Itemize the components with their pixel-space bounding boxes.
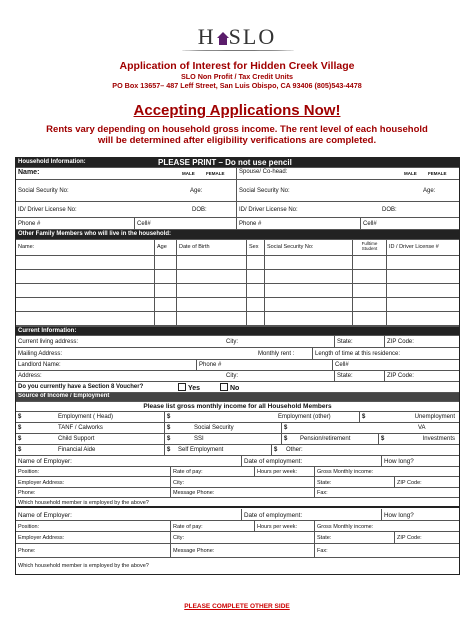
col-age: Age	[154, 240, 176, 255]
income-pension[interactable]: Pension/retirement	[300, 436, 351, 442]
col-dob: Date of Birth	[176, 240, 246, 255]
income-section-title: Source of Income / Employment	[18, 393, 110, 399]
family-section-title: Other Family Members who will live in the household:	[18, 231, 172, 237]
employer-phone-row	[16, 488, 459, 498]
income-unemployment[interactable]: Unemployment	[414, 414, 455, 420]
spouse-phone-field[interactable]: Phone #	[236, 218, 360, 229]
income-row: $ Financial Aide $ Self Employment $ Other:	[16, 445, 459, 456]
how-long-field[interactable]: How long?	[381, 509, 459, 520]
income-ssi[interactable]: SSI	[194, 436, 204, 442]
employer-phone-row	[16, 544, 459, 558]
logo-swoosh	[182, 50, 294, 52]
logo	[0, 24, 474, 52]
how-long-field[interactable]: How long?	[381, 456, 459, 466]
license-field[interactable]: ID/ Driver License No:	[18, 207, 77, 213]
income-self-employment[interactable]: Self Employment	[178, 447, 224, 453]
employer-address-field[interactable]: Employer Address:	[18, 480, 65, 486]
rate-of-pay-field[interactable]: Rate of pay:	[170, 467, 254, 476]
landlord-zip-field[interactable]: ZIP Code:	[384, 371, 459, 381]
current-address-field[interactable]: Current living address:	[18, 339, 79, 345]
employer-name-field[interactable]: Name of Employer:	[18, 458, 72, 465]
which-member-field[interactable]: Which household member is employed by the above?	[18, 500, 149, 506]
landlord-phone-field[interactable]: Phone #	[196, 360, 332, 370]
employer-city-field[interactable]: City:	[170, 477, 254, 487]
employer-state-field[interactable]: State:	[314, 477, 394, 487]
position-row	[16, 467, 459, 477]
employer-address-field[interactable]: Employer Address:	[18, 535, 65, 541]
family-row[interactable]	[16, 256, 459, 270]
footer-note: PLEASE COMPLETE OTHER SIDE	[184, 603, 290, 610]
household-section-header	[16, 158, 459, 168]
position-field[interactable]: Position:	[18, 524, 40, 530]
message-phone-field[interactable]: Message Phone:	[170, 544, 314, 557]
col-ssn: Social Security No:	[264, 240, 352, 255]
no-checkbox[interactable]	[220, 383, 228, 391]
phone-row	[16, 218, 459, 230]
message-phone-field[interactable]: Message Phone:	[170, 488, 314, 497]
mailing-address-field[interactable]: Mailing Address:	[18, 351, 63, 357]
which-member-row	[16, 498, 459, 508]
logo-text-left: H	[197, 24, 216, 49]
fax-field[interactable]: Fax:	[314, 488, 459, 497]
which-member-row	[16, 558, 459, 574]
landlord-address-row	[16, 371, 459, 382]
family-table-header	[16, 240, 459, 256]
income-social-security[interactable]: Social Security	[194, 425, 234, 431]
income-employment-other[interactable]: Employment (other)	[278, 414, 331, 420]
current-section-header	[16, 326, 459, 336]
landlord-city-field[interactable]: City:	[226, 373, 238, 379]
which-member-field[interactable]: Which household member is employed by the above?	[18, 563, 149, 569]
female-option[interactable]: FEMALE	[206, 171, 225, 176]
income-va[interactable]: VA	[418, 425, 426, 431]
employer-name-field[interactable]: Name of Employer:	[18, 512, 72, 519]
spouse-dob-field[interactable]: DOB:	[382, 207, 397, 213]
income-row: $ Child Support $ SSI $ Pension/retirement $ Investments	[16, 434, 459, 445]
income-row: $ Employment ( Head) $ Employment (other) $ Unemployment	[16, 412, 459, 423]
income-other[interactable]: Other:	[286, 447, 303, 453]
ssn-field[interactable]: Social Security No:	[18, 188, 69, 194]
application-form	[15, 157, 460, 575]
current-address-row	[16, 336, 459, 348]
spouse-ssn-field[interactable]: Social Security No:	[236, 180, 421, 201]
income-section-header	[16, 393, 459, 402]
form-address: PO Box 13657– 487 Leff Street, San Luis Obispo, CA 93406 (805)543-4478	[112, 81, 362, 90]
employer-phone-field[interactable]: Phone:	[18, 490, 36, 496]
spouse-cell-field[interactable]: Cell#	[360, 218, 459, 229]
family-row[interactable]	[16, 284, 459, 298]
family-row[interactable]	[16, 298, 459, 312]
income-instruction-row	[16, 402, 459, 412]
income-tanf[interactable]: TANF / Calworks	[58, 425, 103, 431]
current-state-field[interactable]: State:	[334, 336, 384, 347]
form-title: Application of Interest for Hidden Creek Village	[119, 60, 355, 72]
hours-per-week-field[interactable]: Hours per week:	[254, 521, 314, 531]
current-city-field[interactable]: City:	[226, 339, 238, 345]
employer-zip-field[interactable]: ZIP Code:	[394, 477, 459, 487]
house-icon	[217, 32, 228, 45]
yes-checkbox[interactable]	[178, 383, 186, 391]
position-row	[16, 521, 459, 532]
income-employment-head[interactable]: Employment ( Head)	[58, 414, 114, 420]
print-note: PLEASE PRINT – Do not use pencil	[158, 158, 292, 167]
employer-name-row	[16, 509, 459, 521]
employer-name-row	[16, 456, 459, 467]
cell-field[interactable]: Cell#	[134, 218, 236, 229]
employer-state-field[interactable]: State:	[314, 532, 394, 543]
voucher-no[interactable]: No	[218, 382, 248, 392]
col-sex: Sex	[246, 240, 264, 255]
landlord-state-field[interactable]: State:	[334, 371, 384, 381]
male-option[interactable]: MALE	[182, 171, 195, 176]
voucher-yes[interactable]: Yes	[176, 382, 206, 392]
phone-field[interactable]: Phone #	[18, 221, 41, 227]
family-row[interactable]	[16, 270, 459, 284]
spouse-age-field[interactable]: Age:	[423, 188, 436, 194]
employment-date-field[interactable]: Date of employment:	[241, 456, 381, 466]
form-subtitle: SLO Non Profit / Tax Credit Units	[180, 72, 294, 81]
gross-income-field[interactable]: Gross Monthly income:	[314, 521, 459, 531]
employer-zip-field[interactable]: ZIP Code:	[394, 532, 459, 543]
landlord-address-field[interactable]: Address:	[18, 373, 42, 379]
family-row[interactable]	[16, 312, 459, 326]
employer-address-row	[16, 532, 459, 544]
spouse-field[interactable]: Spouse/ Co-head:	[236, 168, 396, 179]
income-financial-aide[interactable]: Financial Aide	[58, 447, 96, 453]
name-field[interactable]: Name:	[18, 169, 40, 176]
rent-notice: Rents vary depending on household gross income. The rent level of each household will be determined after eligibility verifications are completed.	[46, 124, 428, 146]
employer-phone-field[interactable]: Phone:	[18, 548, 36, 554]
income-row: $ TANF / Calworks $ Social Security $ VA	[16, 423, 459, 434]
gross-income-field[interactable]: Gross Monthly income:	[314, 467, 459, 476]
spouse-license-field[interactable]: ID/ Driver License No:	[236, 202, 376, 217]
announcement: Accepting Applications Now!	[133, 102, 341, 119]
income-child-support[interactable]: Child Support	[58, 436, 95, 442]
landlord-cell-field[interactable]: Cell#	[332, 360, 459, 370]
income-instruction: Please list gross monthly income for all Household Members	[143, 403, 332, 410]
spouse-female-option[interactable]: FEMALE	[428, 171, 447, 176]
income-investments[interactable]: Investments	[422, 436, 455, 442]
mailing-row	[16, 348, 459, 360]
age-field[interactable]: Age:	[190, 188, 203, 194]
monthly-rent-field[interactable]: Monthly rent :	[258, 351, 295, 357]
employer-city-field[interactable]: City:	[170, 532, 254, 543]
household-section-title: Household Information:	[18, 159, 86, 165]
position-field[interactable]: Position:	[18, 469, 40, 475]
employer-address-row	[16, 477, 459, 488]
current-zip-field[interactable]: ZIP Code:	[384, 336, 459, 347]
fax-field[interactable]: Fax:	[314, 544, 459, 557]
license-row	[16, 202, 459, 218]
logo-text-right: SLO	[228, 24, 277, 49]
landlord-row	[16, 360, 459, 371]
col-name: Name:	[18, 244, 35, 250]
employment-date-field[interactable]: Date of employment:	[241, 509, 381, 520]
voucher-question: Do you currently have a Section 8 Voucher?	[18, 384, 144, 390]
hours-per-week-field[interactable]: Hours per week:	[254, 467, 314, 476]
landlord-name-field[interactable]: Landlord Name:	[18, 362, 61, 368]
voucher-row	[16, 382, 459, 393]
col-student: Fulltime Student	[352, 240, 386, 255]
col-license: ID / Driver License #	[386, 240, 459, 255]
spouse-male-option[interactable]: MALE	[404, 171, 417, 176]
name-row	[16, 168, 459, 180]
dob-field[interactable]: DOB:	[192, 207, 207, 213]
rate-of-pay-field[interactable]: Rate of pay:	[170, 521, 254, 531]
length-residence-field[interactable]: Length of time at this residence:	[312, 348, 459, 359]
ssn-row	[16, 180, 459, 202]
current-section-title: Current Information:	[18, 328, 77, 334]
family-section-header	[16, 230, 459, 240]
